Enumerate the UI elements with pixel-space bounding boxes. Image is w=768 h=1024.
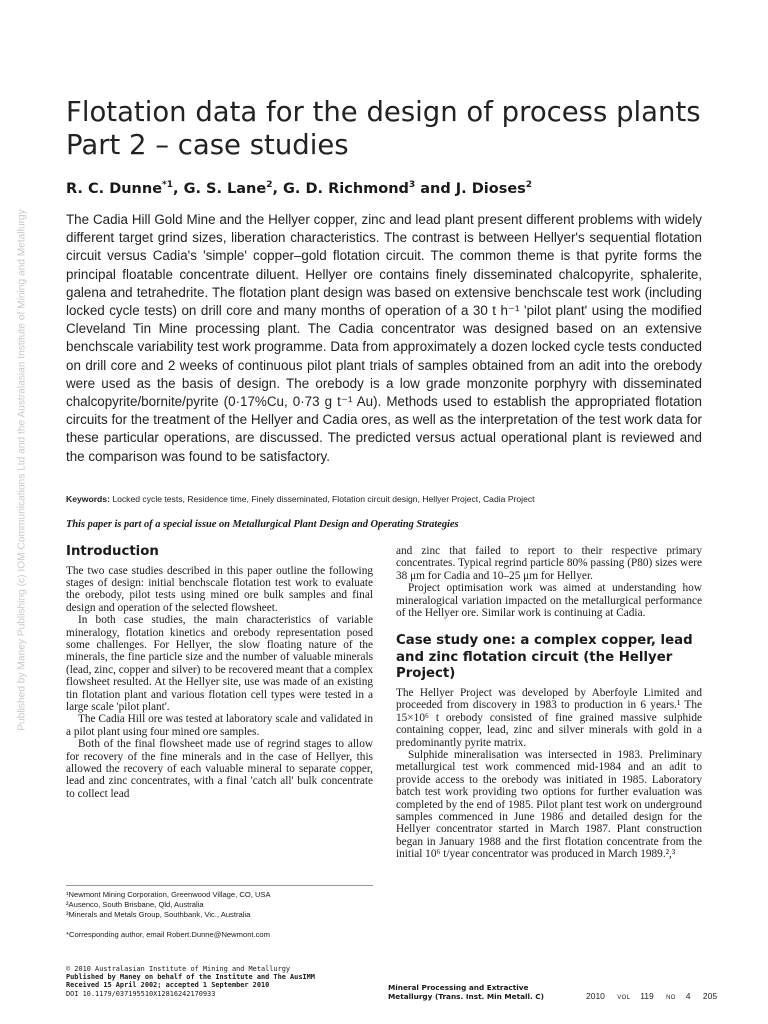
author-name: J. Dioses — [455, 180, 526, 197]
author-separator: and — [415, 180, 456, 197]
received-dates: Received 15 April 2002; accepted 1 September 2010 — [66, 981, 270, 990]
keywords-label: Keywords: — [66, 494, 110, 504]
affiliation-footnote: ²Ausenco, South Brisbane, Qld, Australia — [66, 900, 204, 909]
author-list — [66, 180, 532, 197]
section-heading-case-study-one: Case study one: a complex copper, lead and zinc flotation circuit (the Hellyer Project) — [396, 633, 693, 682]
corresponding-author-note: *Corresponding author, email Robert.Dunne@Newmont.com — [66, 930, 270, 939]
affiliation-footnote: ³Minerals and Metals Group, Southbank, Vic., Australia — [66, 910, 251, 919]
paragraph: Project optimisation work was aimed at understanding how mineralogical variation impacted on the metallurgical performance of the Hellyer ore. Similar work is continuing at Cadia. — [396, 582, 702, 620]
paragraph: The Hellyer Project was developed by Aberfoyle Limited and proceeded from discovery in 1983 to production in 6 years.¹ The 15×10⁶ t orebody consisted of fine grained massive sulphide containing copper, lead, zinc and silver minerals with gold in a predominantly pyrite matrix. — [396, 686, 702, 749]
copyright-footer — [66, 965, 315, 998]
issue-info — [586, 991, 727, 1001]
footnote-divider — [66, 885, 373, 886]
author-affiliation-mark: 3 — [408, 180, 416, 190]
keywords — [66, 494, 726, 504]
paper-title-line-2: Part 2 – case studies — [66, 129, 349, 161]
affiliation-footnote: ¹Newmont Mining Corporation, Greenwood Village, CO, USA — [66, 890, 271, 899]
paragraph: Sulphide mineralisation was intersected in 1983. Preliminary metallurgical test work commenced mid-1984 and an adit to provide access to the orebody was initiated in 1985. Laboratory batch test work providing two options for further evaluation was completed by the end of 1985. Pilot plant test work on underground samples commenced in June 1986 and detailed design for the Hellyer concentrator started in March 1987. Plant construction began in January 1988 and the first flotation concentrate from the initial 10⁶ t/year concentrator was produced in March 1989.²,³ — [396, 748, 703, 861]
right-column — [396, 545, 702, 861]
copyright-line: © 2010 Australasian Institute of Mining and Metallurgy — [66, 965, 291, 973]
left-column — [66, 544, 373, 800]
affiliation-footnotes — [66, 890, 373, 940]
author-affiliation-mark: *1 — [162, 180, 173, 190]
author-name: G. D. Richmond — [283, 180, 409, 197]
author-name: R. C. Dunne — [66, 180, 163, 197]
paragraph: Both of the final flowsheet made use of regrind stages to allow for recovery of the fine minerals and in the case of Hellyer, this allowed the recovery of each valuable mineral to separate copper, lead and zinc concentrates, with a final 'catch all' bulk concentrate to collect lead — [66, 738, 373, 800]
volume-label: VOL — [617, 995, 631, 1001]
paper-title-line-1: Flotation data for the design of process plants — [66, 96, 701, 128]
author-separator: , — [272, 180, 284, 197]
author-name: G. S. Lane — [183, 180, 267, 197]
volume-number: 119 — [640, 991, 654, 1001]
keywords-list: Locked cycle tests, Residence time, Finely disseminated, Flotation circuit design, Hellyer Project, Cadia Project — [112, 494, 535, 504]
publisher-watermark: Published by Maney Publishing (c) IOM Communications Ltd and the Australasian Institute of Mining and Metallurgy — [16, 209, 28, 731]
journal-name-line-1: Mineral Processing and Extractive — [388, 983, 529, 992]
paragraph: In both case studies, the main characteristics of variable mineralogy, flotation kinetics and orebody representation posed some challenges. For Hellyer, the slow floating nature of the minerals, the fine particle size and the number of valuable minerals (lead, zinc, copper and silver) to be recovered meant that a complex flowsheet resulted. At the Hellyer site, use was made of an existing tin flotation plant and various flotation cell types were tested in a large scale 'pilot plant'. — [66, 614, 373, 713]
author-separator: , — [173, 180, 184, 197]
issue-number: 4 — [685, 991, 691, 1001]
journal-name — [388, 984, 544, 1001]
author-affiliation-mark: 2 — [266, 180, 273, 190]
author-affiliation-mark: 2 — [525, 180, 533, 190]
journal-name-line-2: Metallurgy (Trans. Inst. Min Metall. C) — [388, 991, 544, 1001]
section-heading-introduction: Introduction — [66, 544, 159, 559]
special-issue-note: This paper is part of a special issue on Metallurgical Plant Design and Operating Strategies — [66, 519, 459, 530]
doi: DOI 10.1179/037195510X12816242170933 — [66, 989, 216, 998]
paragraph: The two case studies described in this paper outline the following stages of design: initial benchscale flotation test work to evaluate the orebody, pilot tests using mined ore bulk samples and final design and operation of the selected flowsheet. — [66, 564, 373, 614]
issue-year: 2010 — [586, 991, 605, 1001]
issue-number-label: NO — [666, 995, 676, 1001]
paper-title — [66, 96, 746, 162]
page-number: 205 — [702, 991, 718, 1001]
paragraph: The Cadia Hill ore was tested at laboratory scale and validated in a pilot plant using four mined ore samples. — [66, 713, 373, 738]
publisher-line: Published by Maney on behalf of the Institute and The AusIMM — [66, 973, 315, 982]
paragraph: and zinc that failed to report to their respective primary concentrates. Typical regrind particle 80% passing (P80) sizes were 38 μm for Cadia and 10–25 μm for Hellyer. — [396, 545, 702, 582]
abstract: The Cadia Hill Gold Mine and the Hellyer copper, zinc and lead plant present different problems with widely different target grind sizes, liberation characteristics. The contrast is between Hellyer's sequential flotation circuit versus Cadia's 'simple' copper–gold flotation circuit. The common theme is that pyrite forms the principal floatable concentrate diluent. Hellyer ore contains finely disseminated chalcopyrite, sphalerite, galena and tetrahedrite. The flotation plant design was based on extensive benchscale test work (including locked cycle tests) on drill core and many months of operation of a 30 t h⁻¹ 'pilot plant' using the modified Cleveland Tin Mine processing plant. The Cadia concentrator was designed based on an extensive benchscale variability test work programme. Data from approximately a dozen locked cycle tests conducted on drill core and 2 weeks of continuous pilot plant trials of samples obtained from an adit into the orebody were used as the basis of design. The orebody is a low grade monzonite porphyry with disseminated chalcopyrite/bornite/pyrite (0·17%Cu, 0·73 g t⁻¹ Au). Methods used to establish the appropriated flotation circuits for the treatment of the Hellyer and Cadia ores, as well as the interpretation of the test work data for these particular operations, are discussed. The predicted versus actual operational plant is reviewed and the comparison was found to be satisfactory. — [66, 212, 702, 464]
